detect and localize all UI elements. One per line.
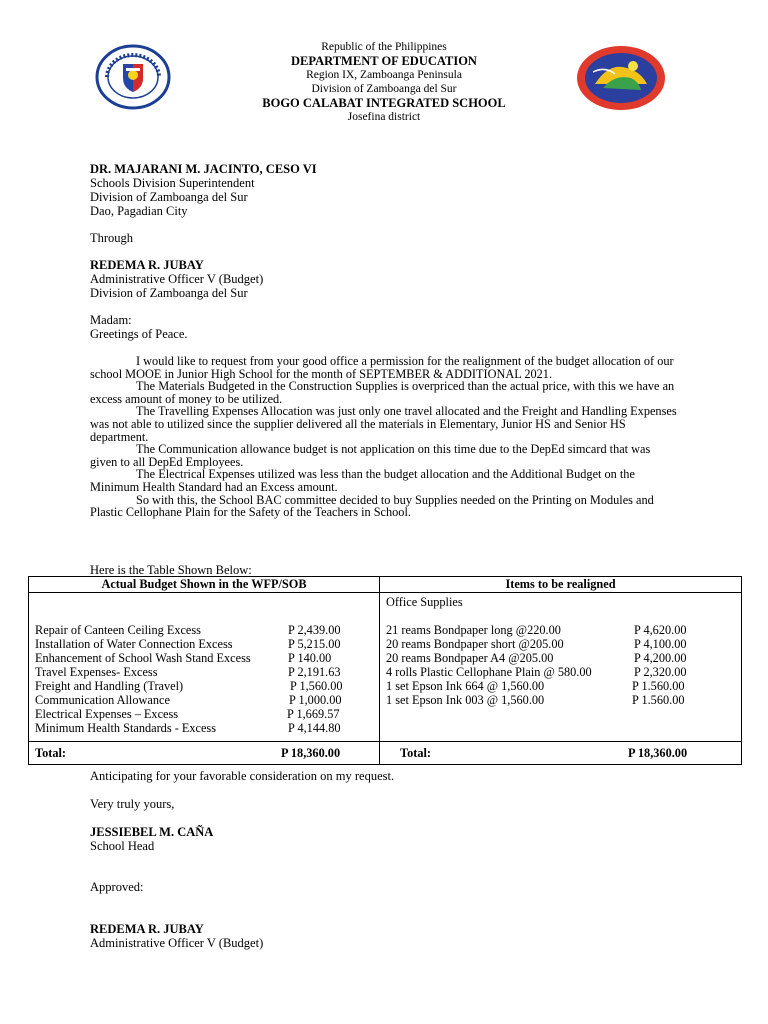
letterhead-district: Josefina district (347, 111, 421, 123)
left-item: Installation of Water Connection Excess (35, 637, 233, 651)
left-item: Electrical Expenses – Excess (35, 707, 179, 721)
letterhead (0, 40, 768, 124)
via-block (90, 258, 263, 300)
left-item: Communication Allowance (35, 693, 170, 707)
right-total-amount: P 18,360.00 (628, 746, 688, 760)
right-amount: P 1.560.00 (632, 679, 685, 693)
left-total-cell (29, 742, 380, 765)
left-item: Enhancement of School Wash Stand Excess (35, 651, 251, 665)
budget-table (28, 576, 742, 765)
left-amount: P 2,191.63 (288, 665, 341, 679)
right-item: 20 reams Bondpaper A4 @205.00 (386, 651, 554, 665)
left-items-cell (29, 593, 380, 742)
letterhead-department: DEPARTMENT OF EDUCATION (291, 54, 477, 68)
valediction: Very truly yours, (90, 797, 175, 811)
right-item: 1 set Epson Ink 003 @ 1,560.00 (386, 693, 545, 707)
approver-name: REDEMA R. JUBAY (90, 922, 204, 936)
right-amount: P 4,100.00 (634, 637, 687, 651)
office-supplies-label: Office Supplies (386, 595, 463, 609)
closing-line: Anticipating for your favorable consideration on my request. (90, 769, 395, 783)
left-amount: P 4,144.80 (288, 721, 341, 735)
right-amount: P 4,620.00 (634, 623, 687, 637)
left-amount: P 140.00 (288, 651, 332, 665)
via-title: Administrative Officer V (Budget) (90, 272, 264, 286)
letterhead-republic: Republic of the Philippines (321, 41, 447, 53)
right-amount: P 4,200.00 (634, 651, 687, 665)
paragraph-request: I would like to request from your good office a permission for the realignment of the budget allocation of our school MOOE in Junior High School for the month of SEPTEMBER & ADDITIONAL 2021. (90, 354, 674, 381)
right-item: 21 reams Bondpaper long @220.00 (386, 623, 561, 637)
right-amount: P 1.560.00 (632, 693, 685, 707)
left-amount: P 1,000.00 (289, 693, 342, 707)
letterhead-school: BOGO CALABAT INTEGRATED SCHOOL (262, 96, 506, 110)
addressee-name: DR. MAJARANI M. JACINTO, CESO VI (90, 162, 317, 176)
table-intro: Here is the Table Shown Below: (90, 563, 252, 577)
left-amount: P 1,560.00 (290, 679, 343, 693)
left-amount: P 1,669.57 (287, 707, 340, 721)
paragraph-communication: The Communication allowance budget is not application on this time due to the DepEd simcard that was given to all DepEd Employees. (90, 442, 651, 469)
left-item: Travel Expenses- Excess (35, 665, 158, 679)
right-amount: P 2,320.00 (634, 665, 687, 679)
letter-body (90, 355, 680, 519)
paragraph-travel: The Travelling Expenses Allocation was just only one travel allocated and the Freight and Handling Expenses was not able to utilized since the supplier delivered all the materials in Elementary, Junior HS and Senior HS department. (90, 404, 677, 444)
left-amount: P 5,215.00 (288, 637, 341, 651)
right-item: 1 set Epson Ink 664 @ 1,560.00 (386, 679, 545, 693)
left-item: Freight and Handling (Travel) (35, 679, 184, 693)
greeting: Greetings of Peace. (90, 327, 188, 341)
salutation: Madam: (90, 313, 132, 327)
signatory-title: School Head (90, 839, 155, 853)
left-total-amount: P 18,360.00 (281, 746, 341, 760)
right-column-header: Items to be realigned (380, 577, 742, 593)
paragraph-electrical: The Electrical Expenses utilized was less than the budget allocation and the Additional Budget on the Minimum Health Standard had an Excess amount. (90, 467, 635, 494)
left-item: Repair of Canteen Ceiling Excess (35, 623, 201, 637)
right-item: 20 reams Bondpaper short @205.00 (386, 637, 564, 651)
via-name: REDEMA R. JUBAY (90, 258, 204, 272)
left-total-label: Total: (35, 746, 66, 760)
approved-label: Approved: (90, 880, 144, 894)
approver-title: Administrative Officer V (Budget) (90, 936, 264, 950)
addressee-block (90, 162, 317, 218)
letterhead-division: Division of Zamboanga del Sur (311, 83, 457, 95)
paragraph-materials: The Materials Budgeted in the Construction Supplies is overpriced than the actual price, with this we have an excess amount of money to be utilized. (90, 379, 675, 406)
right-items-cell (380, 593, 742, 742)
via-division: Division of Zamboanga del Sur (90, 286, 248, 300)
right-item: 4 rolls Plastic Cellophane Plain @ 580.00 (386, 665, 592, 679)
approver-block (90, 922, 263, 950)
paragraph-decision: So with this, the School BAC committee decided to buy Supplies needed on the Printing on Modules and Plastic Cellophane Plain for the Safety of the Teachers in School. (90, 492, 654, 520)
signatory-block (90, 825, 213, 853)
addressee-division: Division of Zamboanga del Sur (90, 190, 248, 204)
addressee-title: Schools Division Superintendent (90, 176, 255, 190)
left-item: Minimum Health Standards - Excess (35, 721, 217, 735)
letterhead-region: Region IX, Zamboanga Peninsula (306, 69, 462, 81)
right-total-label: Total: (400, 746, 431, 760)
right-total-cell (380, 742, 742, 765)
signatory-name: JESSIEBEL M. CAÑA (90, 825, 214, 839)
addressee-address: Dao, Pagadian City (90, 204, 188, 218)
left-amount: P 2,439.00 (288, 623, 341, 637)
through-label: Through (90, 231, 134, 245)
left-column-header: Actual Budget Shown in the WFP/SOB (29, 577, 380, 593)
